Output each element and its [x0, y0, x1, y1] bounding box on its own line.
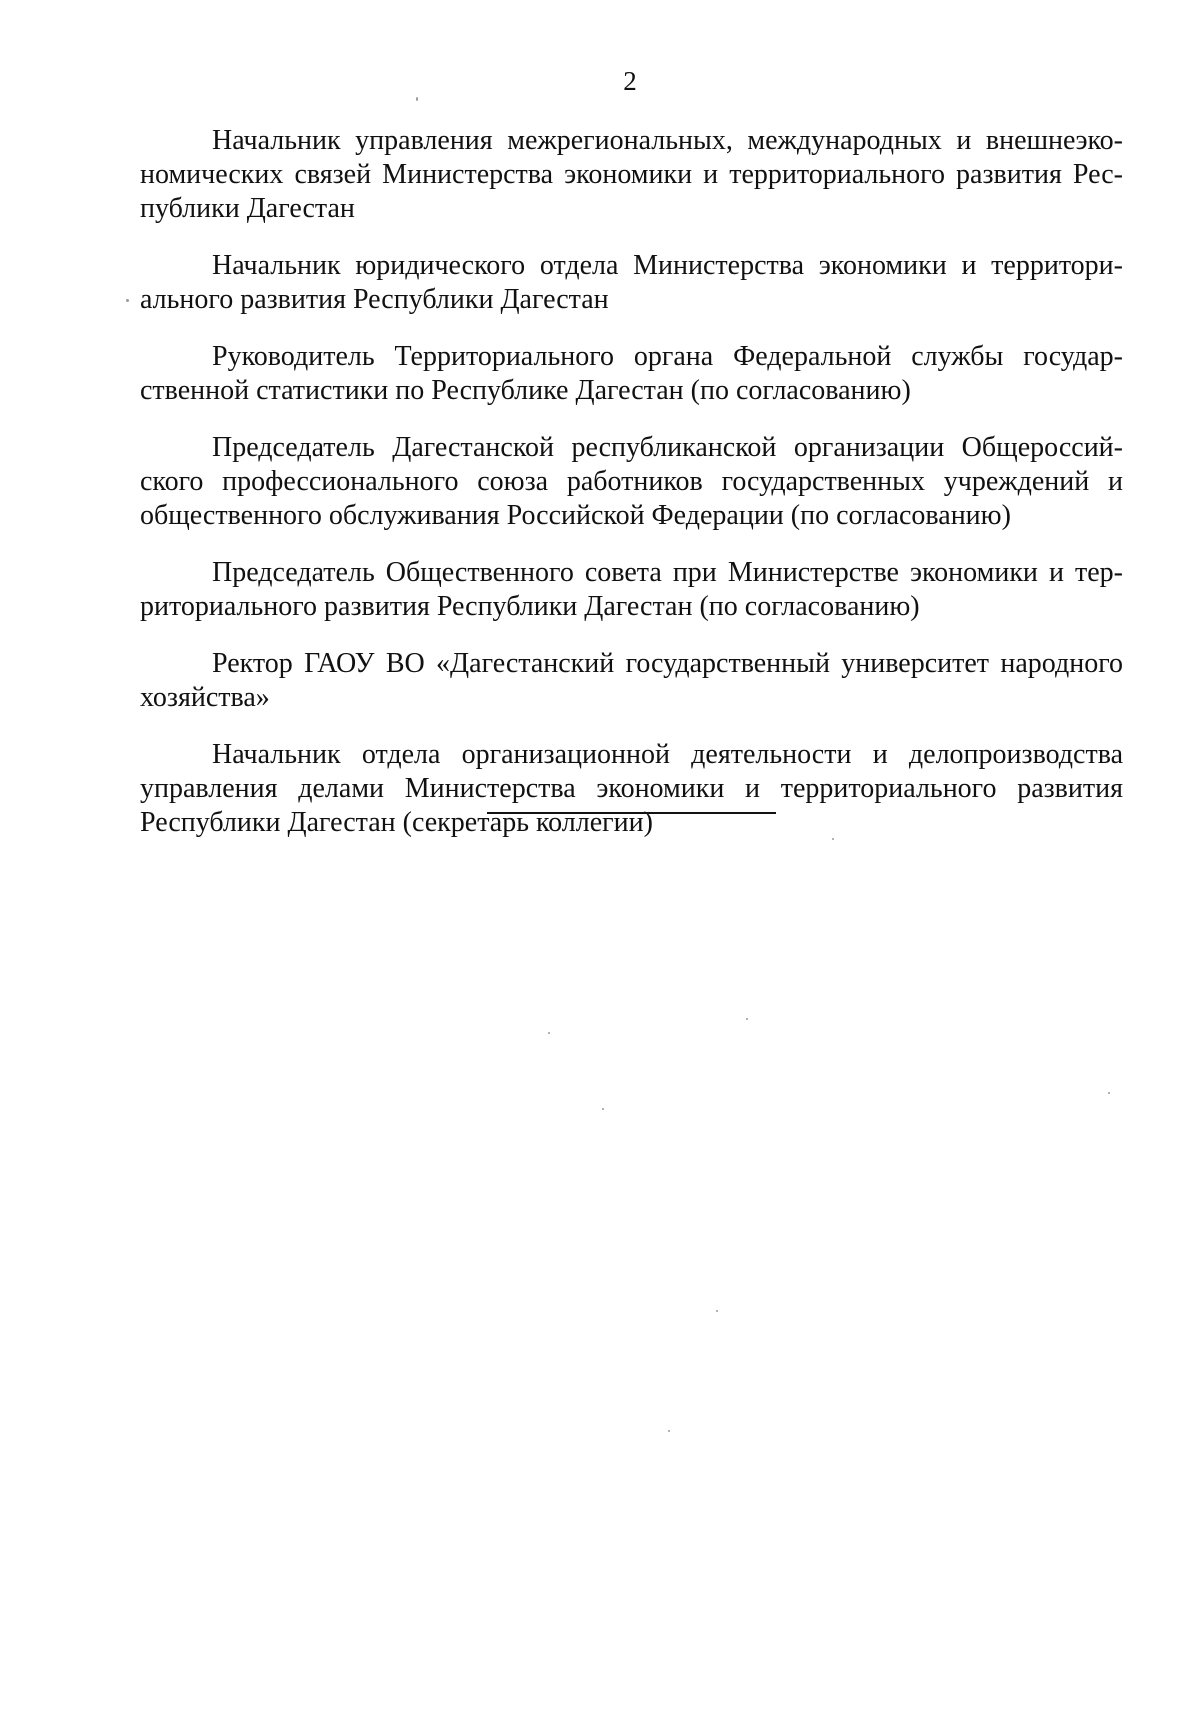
scan-speck — [126, 299, 129, 302]
scan-speck — [832, 838, 834, 840]
page-number: 2 — [623, 66, 637, 96]
member-list — [140, 124, 1123, 863]
scan-speck — [746, 1018, 748, 1020]
scan-speck — [416, 97, 418, 101]
list-item: Председатель Общественного совета при Министерстве экономики и территориального развития Республики Дагестан (по согласованию) — [140, 557, 1123, 622]
scan-speck — [548, 1032, 550, 1034]
list-item: Ректор ГАОУ ВО «Дагестанский государственный университет народного хозяйства» — [140, 648, 1123, 713]
list-item: Начальник отдела организационной деятельности и делопроизводства управления делами Министерства экономики и территориального развития Республики Дагестан (секретарь коллегии) — [140, 739, 1123, 838]
list-item: Начальник юридического отдела Министерства экономики и территориального развития Республики Дагестан — [140, 250, 1123, 315]
list-item: Руководитель Территориального органа Федеральной службы государственной статистики по Республике Дагестан (по согласованию) — [140, 341, 1123, 406]
list-item: Начальник управления межрегиональных, международных и внешнеэкономических связей Министерства экономики и территориального развития Республики Дагестан — [140, 125, 1123, 224]
scan-speck — [668, 1430, 670, 1432]
scan-speck — [1108, 1092, 1110, 1094]
scan-speck — [602, 1108, 604, 1110]
end-separator-line — [487, 812, 776, 814]
list-item: Председатель Дагестанской республиканской организации Общероссийского профессионального союза работников государственных учреждений и общественного обслуживания Российской Федерации (по согласованию) — [140, 432, 1123, 531]
scan-speck — [716, 1310, 718, 1312]
